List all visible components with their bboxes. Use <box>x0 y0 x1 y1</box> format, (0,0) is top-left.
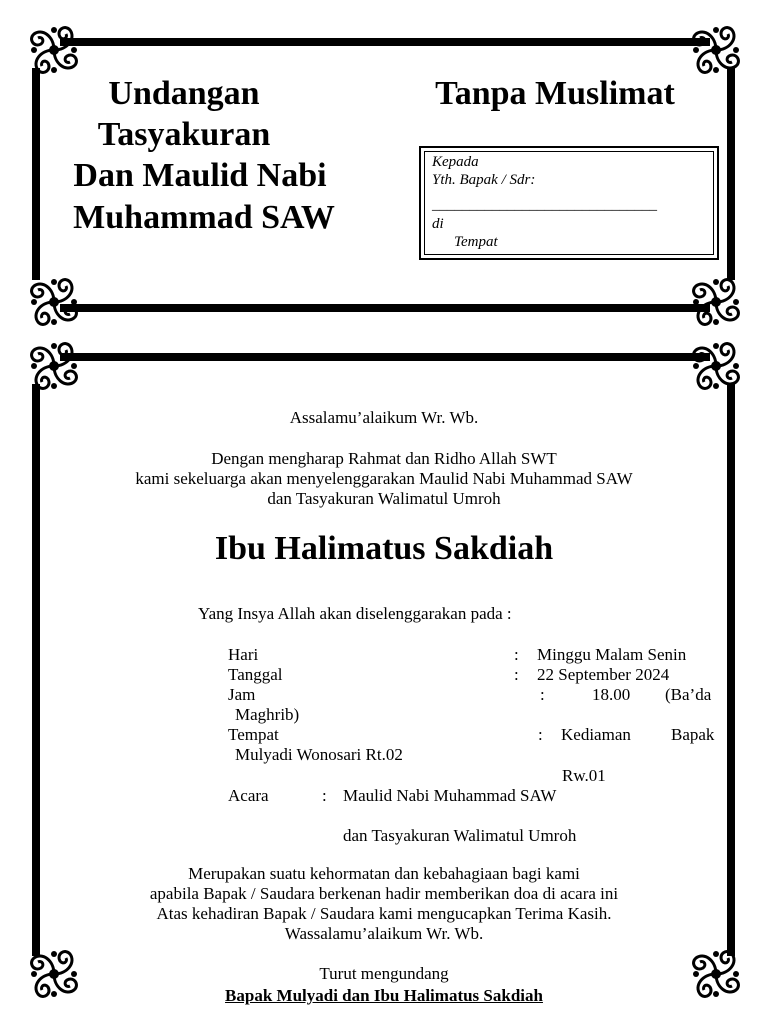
schedule-intro: Yang Insya Allah akan diselenggarakan pada : <box>198 604 512 623</box>
address-place-label: Tempat <box>454 234 498 250</box>
acara-label: Acara <box>228 786 269 805</box>
closing-line-3: Atas kehadiran Bapak / Saudara kami mengucapkan Terima Kasih. <box>156 904 612 923</box>
closing-line-4: Wassalamu’alaikum Wr. Wb. <box>284 924 484 943</box>
signoff: Turut mengundang <box>319 964 449 983</box>
top-card-border-bottom <box>60 304 710 312</box>
acara-colon: : <box>322 786 327 805</box>
invitation-title-line-4: Muhammad SAW <box>73 199 335 236</box>
address-to-label: Kepada <box>432 154 479 170</box>
greeting: Assalamu’alaikum Wr. Wb. <box>289 408 479 427</box>
hari-label: Hari <box>228 645 259 664</box>
top-card-border-right <box>727 68 735 280</box>
jam-continuation: Maghrib) <box>235 705 300 724</box>
corner-ornament-icon <box>24 272 84 332</box>
corner-ornament-icon <box>686 20 746 80</box>
top-card-border-left <box>32 68 40 280</box>
invitation-subtitle: Tanpa Muslimat <box>435 75 675 112</box>
jam-note: (Ba’da <box>665 685 712 704</box>
intro-line-2: kami sekeluarga akan menyelenggarakan Maulid Nabi Muhammad SAW <box>135 469 633 488</box>
hari-colon: : <box>514 645 519 664</box>
host-name: Ibu Halimatus Sakdiah <box>214 530 554 567</box>
tempat-label: Tempat <box>228 725 279 744</box>
top-card-border-top <box>60 38 710 46</box>
tanggal-colon: : <box>514 665 519 684</box>
intro-line-1: Dengan mengharap Rahmat dan Ridho Allah SWT <box>211 449 557 468</box>
acara-value: Maulid Nabi Muhammad SAW <box>343 786 557 805</box>
closing-line-2: apabila Bapak / Saudara berkenan hadir memberikan doa di acara ini <box>149 884 619 903</box>
invitation-title-line-1: Undangan <box>108 75 260 112</box>
corner-ornament-icon <box>24 336 84 396</box>
tanggal-value: 22 September 2024 <box>537 665 670 684</box>
corner-ornament-icon <box>686 336 746 396</box>
jam-colon: : <box>540 685 545 704</box>
tanggal-label: Tanggal <box>228 665 283 684</box>
jam-time: 18.00 <box>592 685 631 704</box>
invitation-title-line-2: Tasyakuran <box>97 116 271 153</box>
tempat-continuation-1: Mulyadi Wonosari Rt.02 <box>235 745 403 764</box>
intro-line-3: dan Tasyakuran Walimatul Umroh <box>267 489 501 508</box>
jam-label: Jam <box>228 685 256 704</box>
address-di-label: di <box>432 216 444 232</box>
corner-ornament-icon <box>24 20 84 80</box>
closing-line-1: Merupakan suatu kehormatan dan kebahagiaan bagi kami <box>188 864 580 883</box>
tempat-continuation-2: Rw.01 <box>562 766 606 785</box>
address-blank-line: ______________________________ <box>432 197 657 213</box>
hari-value: Minggu Malam Senin <box>537 645 687 664</box>
corner-ornament-icon <box>686 272 746 332</box>
signers: Bapak Mulyadi dan Ibu Halimatus Sakdiah <box>225 986 543 1005</box>
address-recipient-label: Yth. Bapak / Sdr: <box>432 172 536 188</box>
tempat-word-1: Kediaman <box>561 725 631 744</box>
tempat-word-2: Bapak <box>671 725 715 744</box>
tempat-colon: : <box>538 725 543 744</box>
acara-continuation: dan Tasyakuran Walimatul Umroh <box>343 826 577 845</box>
letter-card-border-top <box>60 353 710 361</box>
invitation-title-line-3: Dan Maulid Nabi <box>73 157 327 194</box>
